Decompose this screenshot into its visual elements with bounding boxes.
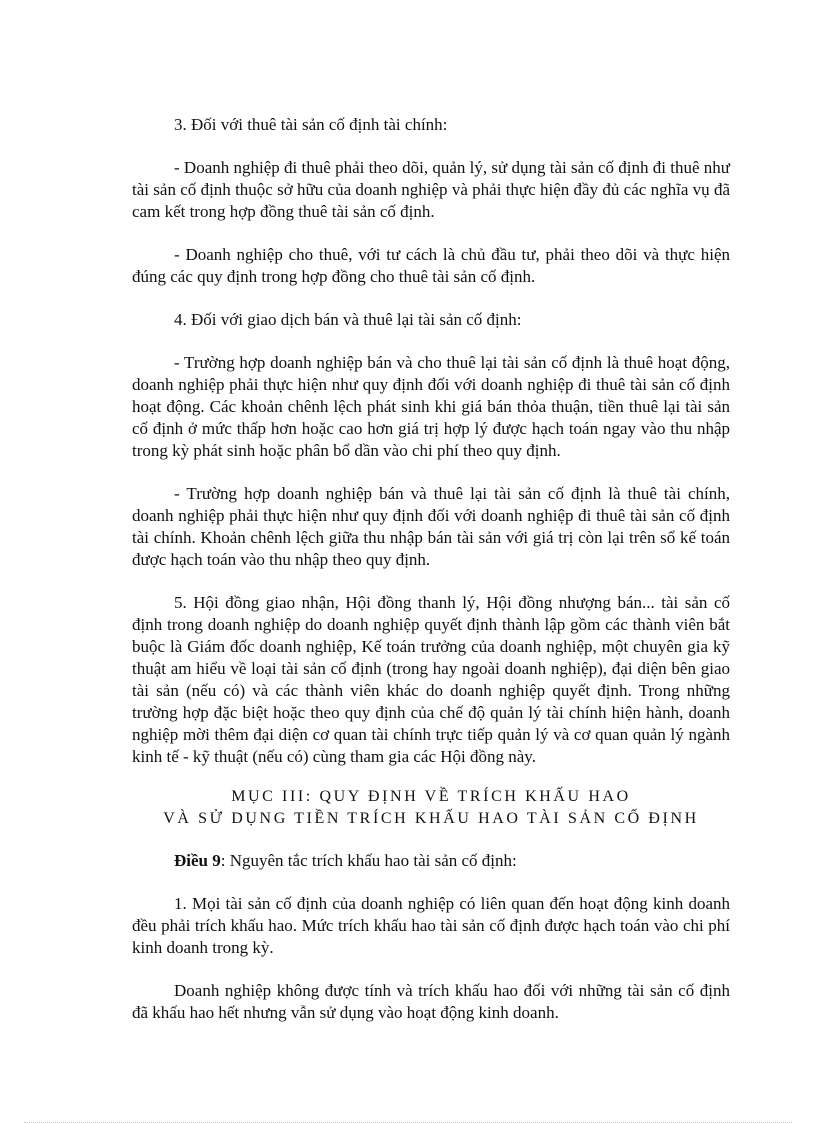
clause-3-lessor-paragraph: - Doanh nghiệp cho thuê, với tư cách là chủ đầu tư, phải theo dõi và thực hiện đúng các quy định trong hợp đồng cho thuê tài sản cố định. bbox=[132, 245, 730, 286]
article-label: Điều 9 bbox=[174, 851, 221, 870]
clause-4-heading: 4. Đối với giao dịch bán và thuê lại tài sản cố định: bbox=[174, 310, 522, 329]
clause-3-lessee-paragraph: - Doanh nghiệp đi thuê phải theo dõi, quản lý, sử dụng tài sản cố định đi thuê như tài sản cố định thuộc sở hữu của doanh nghiệp và phải thực hiện đầy đủ các nghĩa vụ đã cam kết trong hợp đồng thuê tài sản cố định. bbox=[132, 158, 730, 221]
section-heading-line-1: MỤC III: QUY ĐỊNH VỀ TRÍCH KHẤU HAO bbox=[231, 788, 631, 805]
article-9-clause-1-paragraph: 1. Mọi tài sản cố định của doanh nghiệp có liên quan đến hoạt động kinh doanh đều phải trích khấu hao. Mức trích khấu hao tài sản cố định được hạch toán vào chi phí kinh doanh trong kỳ. bbox=[132, 894, 730, 957]
clause-4-finance-lease-paragraph: - Trường hợp doanh nghiệp bán và thuê lại tài sản cố định là thuê tài chính, doanh nghiệp phải thực hiện như quy định đối với doanh nghiệp đi thuê tài sản cố định tài chính. Khoản chênh lệch giữa thu nhập bán tài sản với giá trị còn lại trên sổ kế toán được hạch toán vào thu nhập theo quy định. bbox=[132, 484, 730, 569]
section-heading-line-2: VÀ SỬ DỤNG TIỀN TRÍCH KHẤU HAO TÀI SẢN CỐ ĐỊNH bbox=[163, 810, 699, 827]
document-body bbox=[132, 114, 730, 1045]
clause-3-heading: 3. Đối với thuê tài sản cố định tài chính: bbox=[174, 115, 448, 134]
clause-4-operating-lease-paragraph: - Trường hợp doanh nghiệp bán và cho thuê lại tài sản cố định là thuê hoạt động, doanh nghiệp phải thực hiện như quy định đối với doanh nghiệp đi thuê tài sản cố định hoạt động. Các khoản chênh lệch phát sinh khi giá bán thỏa thuận, tiền thuê lại tài sản cố định ở mức thấp hơn hoặc cao hơn giá trị hợp lý được hạch toán ngay vào thu nhập trong kỳ phát sinh hoặc phân bổ dần vào chi phí theo quy định. bbox=[132, 353, 730, 460]
article-9-no-depreciation-paragraph: Doanh nghiệp không được tính và trích khấu hao đối với những tài sản cố định đã khấu hao hết nhưng vẫn sử dụng vào hoạt động kinh doanh. bbox=[132, 981, 730, 1022]
article-title: : Nguyên tắc trích khấu hao tài sản cố định: bbox=[220, 851, 517, 870]
clause-5-paragraph: 5. Hội đồng giao nhận, Hội đồng thanh lý, Hội đồng nhượng bán... tài sản cố định trong doanh nghiệp do doanh nghiệp quyết định thành lập gồm các thành viên bắt buộc là Giám đốc doanh nghiệp, Kế toán trưởng của doanh nghiệp, một chuyên gia kỹ thuật am hiểu về loại tài sản cố định (trong hay ngoài doanh nghiệp), đại diện bên giao tài sản (nếu có) và các thành viên khác do doanh nghiệp quyết định. Trong những trường hợp đặc biệt hoặc theo quy định của chế độ quản lý tài chính hiện hành, doanh nghiệp mời thêm đại diện cơ quan tài chính trực tiếp quản lý và cơ quan quản lý ngành kinh tế - kỹ thuật (nếu có) cùng tham gia các Hội đồng này. bbox=[132, 593, 730, 766]
section-heading bbox=[132, 786, 730, 830]
article-9-heading bbox=[132, 850, 730, 872]
